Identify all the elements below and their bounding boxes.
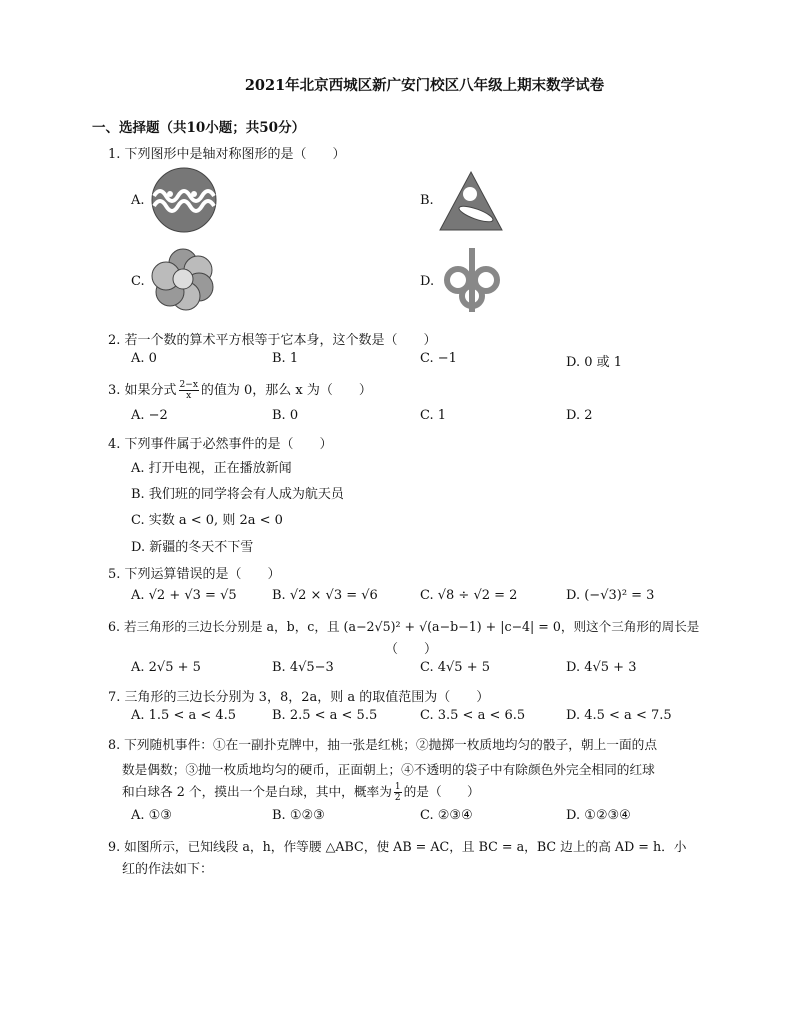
q8-line-3-pre: 和白球各 2 个，摸出一个是白球，其中，概率为: [122, 784, 392, 799]
q5-stem: 5. 下列运算错误的是（ ）: [108, 567, 281, 582]
q6-option-d: D. 4√5 + 3: [566, 660, 637, 675]
q8-line-2: 数是偶数；③抛一枚质地均匀的硬币，正面朝上；④不透明的袋子中有除颜色外完全相同的红球: [122, 762, 655, 777]
q4-option-d: D. 新疆的冬天不下雪: [131, 540, 254, 555]
q2-option-c: C. −1: [420, 351, 457, 366]
q8-option-c: C. ②③④: [420, 808, 473, 823]
q5-option-b: B. √2 × √3 = √6: [272, 588, 378, 603]
q1-figure-c-pinwheel: [150, 246, 216, 312]
q8-option-a: A. ①③: [131, 808, 172, 823]
q8-option-d: D. ①②③④: [566, 808, 631, 823]
q9-line-1: 9. 如图所示，已知线段 a，h，作等腰 △ABC，使 AB = AC，且 BC = a，BC 边上的高 AD = h．小: [108, 839, 687, 854]
q7-option-a: A. 1.5 < a < 4.5: [131, 708, 237, 723]
q7-option-b: B. 2.5 < a < 5.5: [272, 708, 378, 723]
q5-option-a: A. √2 + √3 = √5: [131, 588, 237, 603]
exam-title: 2021年北京西城区新广安门校区八年级上期末数学试卷: [244, 77, 605, 94]
q8-option-b: B. ①②③: [272, 808, 325, 823]
q6-option-a: A. 2√5 + 5: [131, 660, 201, 675]
q5-option-d: D. (−√3)² = 3: [566, 588, 655, 603]
q3-stem: [108, 379, 372, 401]
q1-label-c: C.: [131, 274, 145, 289]
q5-option-c: C. √8 ÷ √2 = 2: [420, 588, 518, 603]
q1-figure-b-triangle: [438, 170, 504, 232]
q6-option-c: C. 4√5 + 5: [420, 660, 491, 675]
q6-stem: 6. 若三角形的三边长分别是 a，b，c，且 (a−2√5)² + √(a−b−1) + |c−4| = 0，则这个三角形的周长是: [108, 619, 700, 634]
q3-option-c: C. 1: [420, 408, 447, 423]
q7-option-d: D. 4.5 < a < 7.5: [566, 708, 672, 723]
q2-option-a: A. 0: [131, 351, 157, 366]
q4-option-b: B. 我们班的同学将会有人成为航天员: [131, 487, 344, 502]
q3-stem-pre: 3. 如果分式: [108, 383, 177, 398]
section-heading: 一、选择题（共10小题；共50分）: [92, 120, 306, 136]
q3-stem-post: 的值为 0，那么 x 为（ ）: [200, 383, 372, 398]
q3-fraction: [179, 380, 199, 401]
q8-line-3: [122, 781, 480, 803]
q2-stem: 2. 若一个数的算术平方根等于它本身，这个数是（ ）: [108, 333, 437, 348]
q1-figure-a-wave-circle: [150, 166, 218, 234]
q8-line-3-post: 的是（ ）: [403, 784, 480, 799]
q1-stem: 1. 下列图形中是轴对称图形的是（ ）: [108, 147, 346, 162]
q1-label-d: D.: [420, 274, 435, 289]
q1-label-a: A.: [131, 193, 145, 208]
q2-option-d: D. 0 或 1: [566, 355, 623, 370]
q1-label-b: B.: [420, 193, 434, 208]
q2-option-b: B. 1: [272, 351, 299, 366]
q9-line-2: 红的作法如下：: [122, 862, 214, 877]
q1-figure-d-rings: [440, 246, 504, 314]
q8-fraction-den: 2: [394, 793, 401, 803]
q8-fraction: [394, 782, 402, 803]
q8-line-1: 8. 下列随机事件：①在一副扑克牌中，抽一张是红桃；②抛掷一枚质地均匀的骰子，朝上一面的点: [108, 737, 658, 752]
q6-option-b: B. 4√5−3: [272, 660, 334, 675]
q4-option-c: C. 实数 a < 0, 则 2a < 0: [131, 513, 283, 528]
q3-fraction-num: 2−x: [179, 380, 198, 390]
q8-fraction-num: 1: [394, 782, 401, 792]
q7-option-c: C. 3.5 < a < 6.5: [420, 708, 526, 723]
q7-stem: 7. 三角形的三边长分别为 3，8，2a，则 a 的取值范围为（ ）: [108, 690, 490, 705]
q3-option-b: B. 0: [272, 408, 299, 423]
q3-fraction-den: x: [186, 391, 192, 401]
q6-answer-blank: （ ）: [385, 642, 438, 657]
q4-option-a: A. 打开电视，正在播放新闻: [131, 461, 292, 476]
q3-option-a: A. −2: [131, 408, 168, 423]
q3-option-d: D. 2: [566, 408, 593, 423]
q4-stem: 4. 下列事件属于必然事件的是（ ）: [108, 437, 333, 452]
